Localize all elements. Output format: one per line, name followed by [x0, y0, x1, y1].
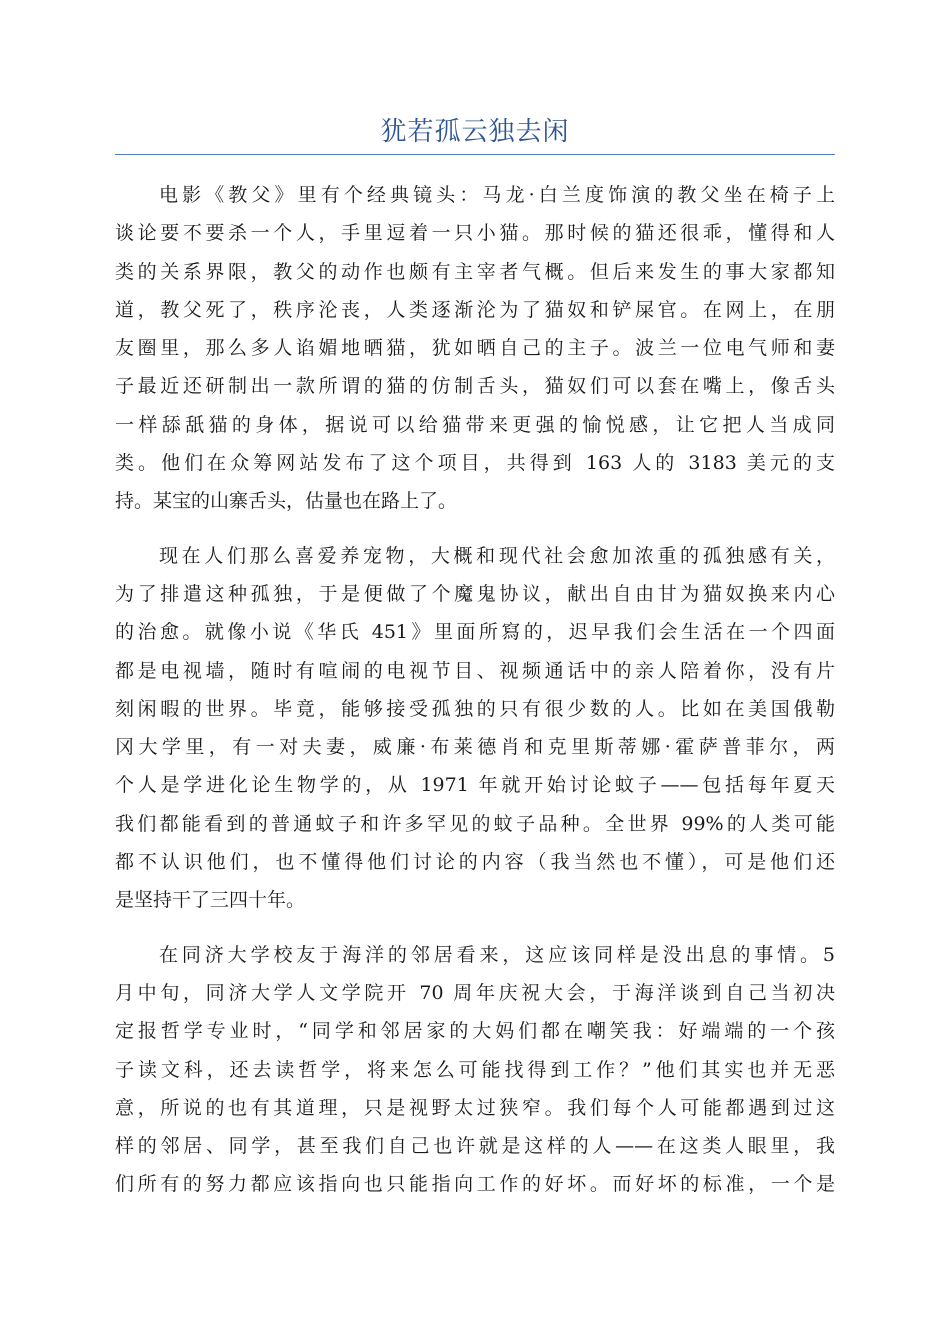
text-line: 友圈里，那么多人谄媚地晒猫，犹如晒自己的主子。波兰一位电气师和妻 — [115, 337, 835, 360]
text-line: 类的关系界限，教父的动作也颇有主宰者气概。但后来发生的事大家都知 — [115, 260, 835, 283]
text-line: 月中旬，同济大学人文学院开 70 周年庆祝大会，于海洋谈到自己当初决 — [115, 981, 835, 1004]
text-line: 一样舔舐猫的身体，据说可以给猫带来更强的愉悦感，让它把人当成同 — [115, 413, 835, 436]
text-line: 都是电视墙，随时有喧闹的电视节目、视频通话中的亲人陪着你，没有片 — [115, 659, 835, 682]
text-line: 样的邻居、同学，甚至我们自己也许就是这样的人——在这类人眼里，我 — [115, 1135, 835, 1158]
text-line: 刻闲暇的世界。毕竟，能够接受孤独的只有很少数的人。比如在美国俄勒 — [115, 697, 835, 720]
document-body — [115, 176, 835, 1220]
title-divider — [115, 154, 835, 155]
text-line: 在同济大学校友于海洋的邻居看来，这应该同样是没出息的事情。5 — [159, 943, 835, 966]
text-line: 的治愈。就像小说《华氏 451》里面所寫的，迟早我们会生活在一个四面 — [115, 621, 835, 644]
document-title: 犹若孤云独去闲 — [380, 117, 570, 147]
text-line: 个人是学进化论生物学的，从 1971 年就开始讨论蚊子——包括每年夏天 — [115, 774, 835, 797]
text-line: 道，教父死了，秩序沦丧，人类逐渐沦为了猫奴和铲屎官。在网上，在朋 — [115, 298, 835, 321]
text-line: 现在人们那么喜爱养宠物，大概和现代社会愈加浓重的孤独感有关， — [159, 544, 835, 567]
text-line: 是坚持干了三四十年。 — [115, 889, 306, 912]
text-line: 谈论要不要杀一个人，手里逗着一只小猫。那时候的猫还很乖，懂得和人 — [115, 222, 835, 245]
paragraph-1 — [115, 176, 835, 521]
text-line: 意，所说的也有其道理，只是视野太过狭窄。我们每个人可能都遇到过这 — [115, 1096, 835, 1119]
text-line: 子最近还研制出一款所谓的猫的仿制舌头，猫奴们可以套在嘴上，像舌头 — [115, 375, 835, 398]
text-line: 子读文科，还去读哲学，将来怎么可能找得到工作？”他们其实也并无恶 — [115, 1058, 835, 1081]
paragraph-3 — [115, 936, 835, 1204]
text-line: 冈大学里，有一对夫妻，威廉·布莱德肖和克里斯蒂娜·霍萨普菲尔，两 — [115, 736, 835, 759]
text-line: 为了排遣这种孤独，于是便做了个魔鬼协议，献出自由甘为猫奴换来内心 — [115, 582, 835, 605]
text-line: 们所有的努力都应该指向也只能指向工作的好坏。而好坏的标准，一个是 — [115, 1173, 835, 1196]
text-line: 电影《教父》里有个经典镜头：马龙·白兰度饰演的教父坐在椅子上 — [159, 184, 835, 206]
text-line: 持。某宝的山寨舌头，估量也在路上了。 — [115, 490, 458, 513]
text-line: 都不认识他们，也不懂得他们讨论的内容（我当然也不懂），可是他们还 — [115, 851, 835, 874]
paragraph-2 — [115, 537, 835, 920]
text-line: 定报哲学专业时，“同学和邻居家的大妈们都在嘲笑我：好端端的一个孩 — [115, 1020, 835, 1043]
text-line: 类。他们在众筹网站发布了这个项目，共得到 163 人的 3183 美元的支 — [115, 452, 835, 475]
text-line: 我们都能看到的普通蚊子和许多罕见的蚊子品种。全世界 99%的人类可能 — [115, 812, 835, 835]
